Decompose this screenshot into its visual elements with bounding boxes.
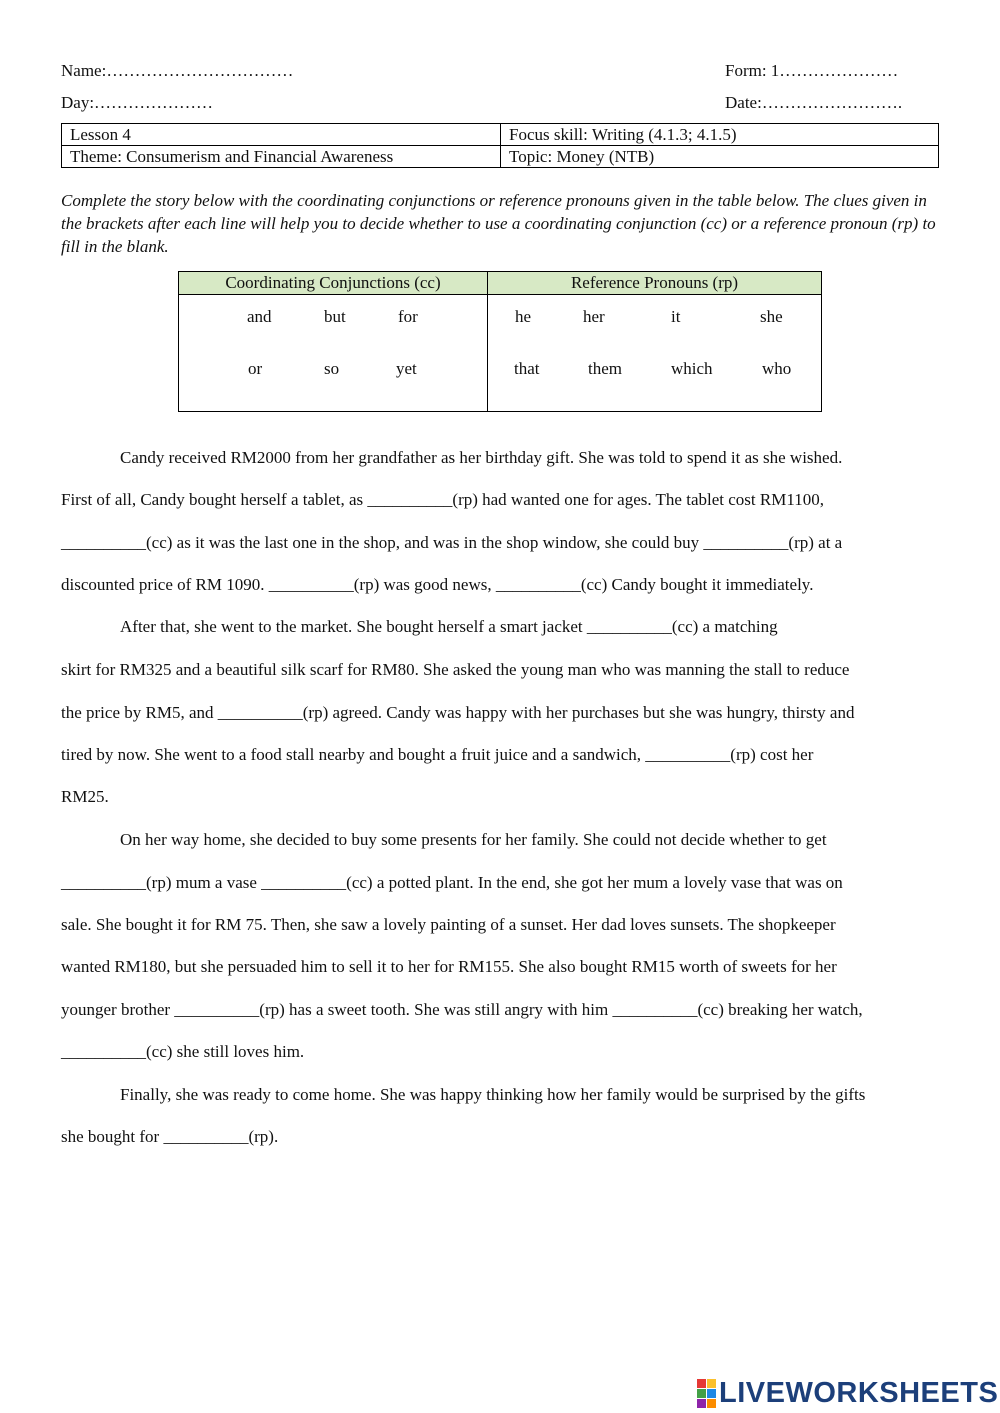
cc-word: and xyxy=(247,307,272,326)
cc-header: Coordinating Conjunctions (cc) xyxy=(179,272,488,295)
rp-word: he xyxy=(515,307,532,326)
story-line: skirt for RM325 and a beautiful silk scarf for RM80. She asked the young man who was manning the stall to reduce xyxy=(61,660,850,679)
header-row-1 xyxy=(61,61,919,81)
logo-square xyxy=(697,1399,706,1408)
rp-word: that xyxy=(514,359,540,378)
logo-mark-icon xyxy=(697,1379,716,1408)
logo-square xyxy=(697,1379,706,1388)
rp-word: it xyxy=(671,307,681,326)
story-line: On her way home, she decided to buy some presents for her family. She could not decide whether to get xyxy=(120,830,827,849)
story-line: sale. She bought it for RM 75. Then, she saw a lovely painting of a sunset. Her dad loves sunsets. The shopkeeper xyxy=(61,915,836,934)
story-line: she bought for __________(rp). xyxy=(61,1127,279,1146)
logo-square xyxy=(697,1389,706,1398)
rp-header: Reference Pronouns (rp) xyxy=(488,272,822,295)
story-line: After that, she went to the market. She bought herself a smart jacket __________(cc) a matching xyxy=(120,617,778,636)
rp-word: her xyxy=(583,307,605,326)
cc-word: for xyxy=(398,307,418,326)
word-bank-table xyxy=(178,271,822,412)
cc-word: so xyxy=(324,359,340,378)
theme-cell: Theme: Consumerism and Financial Awareness xyxy=(62,146,501,168)
story-line: First of all, Candy bought herself a tablet, as __________(rp) had wanted one for ages. The tablet cost RM1100, xyxy=(61,490,824,509)
rp-words-cell xyxy=(488,295,822,412)
story-line: Finally, she was ready to come home. She was happy thinking how her family would be surprised by the gifts xyxy=(120,1085,866,1104)
date-field[interactable]: Date:……………………. xyxy=(725,93,903,112)
cc-word: but xyxy=(324,307,346,326)
name-field[interactable]: Name:…………………………… xyxy=(61,61,294,80)
rp-word: which xyxy=(671,359,713,378)
story-line: __________(cc) she still loves him. xyxy=(61,1042,305,1061)
story-line: the price by RM5, and __________(rp) agreed. Candy was happy with her purchases but she was hungry, thirsty and xyxy=(61,703,855,722)
form-field[interactable]: Form: 1………………… xyxy=(725,61,899,80)
lesson-cell: Lesson 4 xyxy=(62,124,501,146)
story-line: wanted RM180, but she persuaded him to sell it to her for RM155. She also bought RM15 worth of sweets for her xyxy=(61,957,837,976)
logo-square xyxy=(707,1379,716,1388)
story-line: __________(rp) mum a vase __________(cc) a potted plant. In the end, she got her mum a lovely vase that was on xyxy=(61,873,843,892)
cc-word: yet xyxy=(396,359,417,378)
rp-word: she xyxy=(760,307,783,326)
story-line: younger brother __________(rp) has a sweet tooth. She was still angry with him __________(cc) breaking her watch, xyxy=(61,1000,863,1019)
liveworksheets-logo[interactable] xyxy=(697,1378,998,1408)
instructions: Complete the story below with the coordinating conjunctions or reference pronouns given in the table below. The clues given in the brackets after each line will help you to decide whether to use a coordinating conjunction (cc) or a reference pronoun (rp) to fill in the blank. xyxy=(61,191,936,256)
topic-cell: Topic: Money (NTB) xyxy=(501,146,939,168)
rp-word: who xyxy=(762,359,792,378)
logo-text: LIVEWORKSHEETS xyxy=(719,1376,999,1409)
cc-word: or xyxy=(248,359,263,378)
day-field[interactable]: Day:………………… xyxy=(61,93,214,112)
story-line: __________(cc) as it was the last one in the shop, and was in the shop window, she could buy __________(rp) at a xyxy=(61,533,843,552)
logo-square xyxy=(707,1399,716,1408)
story-line: discounted price of RM 1090. __________(rp) was good news, __________(cc) Candy bought it immediately. xyxy=(61,575,814,594)
focus-skill-cell: Focus skill: Writing (4.1.3; 4.1.5) xyxy=(501,124,939,146)
header-row-2 xyxy=(61,93,919,113)
lesson-info-table xyxy=(61,123,939,168)
rp-word: them xyxy=(588,359,622,378)
cc-words-cell xyxy=(179,295,488,412)
story-line: tired by now. She went to a food stall nearby and bought a fruit juice and a sandwich, __________(rp) cost her xyxy=(61,745,814,764)
logo-square xyxy=(707,1389,716,1398)
story-line: Candy received RM2000 from her grandfather as her birthday gift. She was told to spend it as she wished. xyxy=(120,448,843,467)
story-line: RM25. xyxy=(61,787,109,806)
